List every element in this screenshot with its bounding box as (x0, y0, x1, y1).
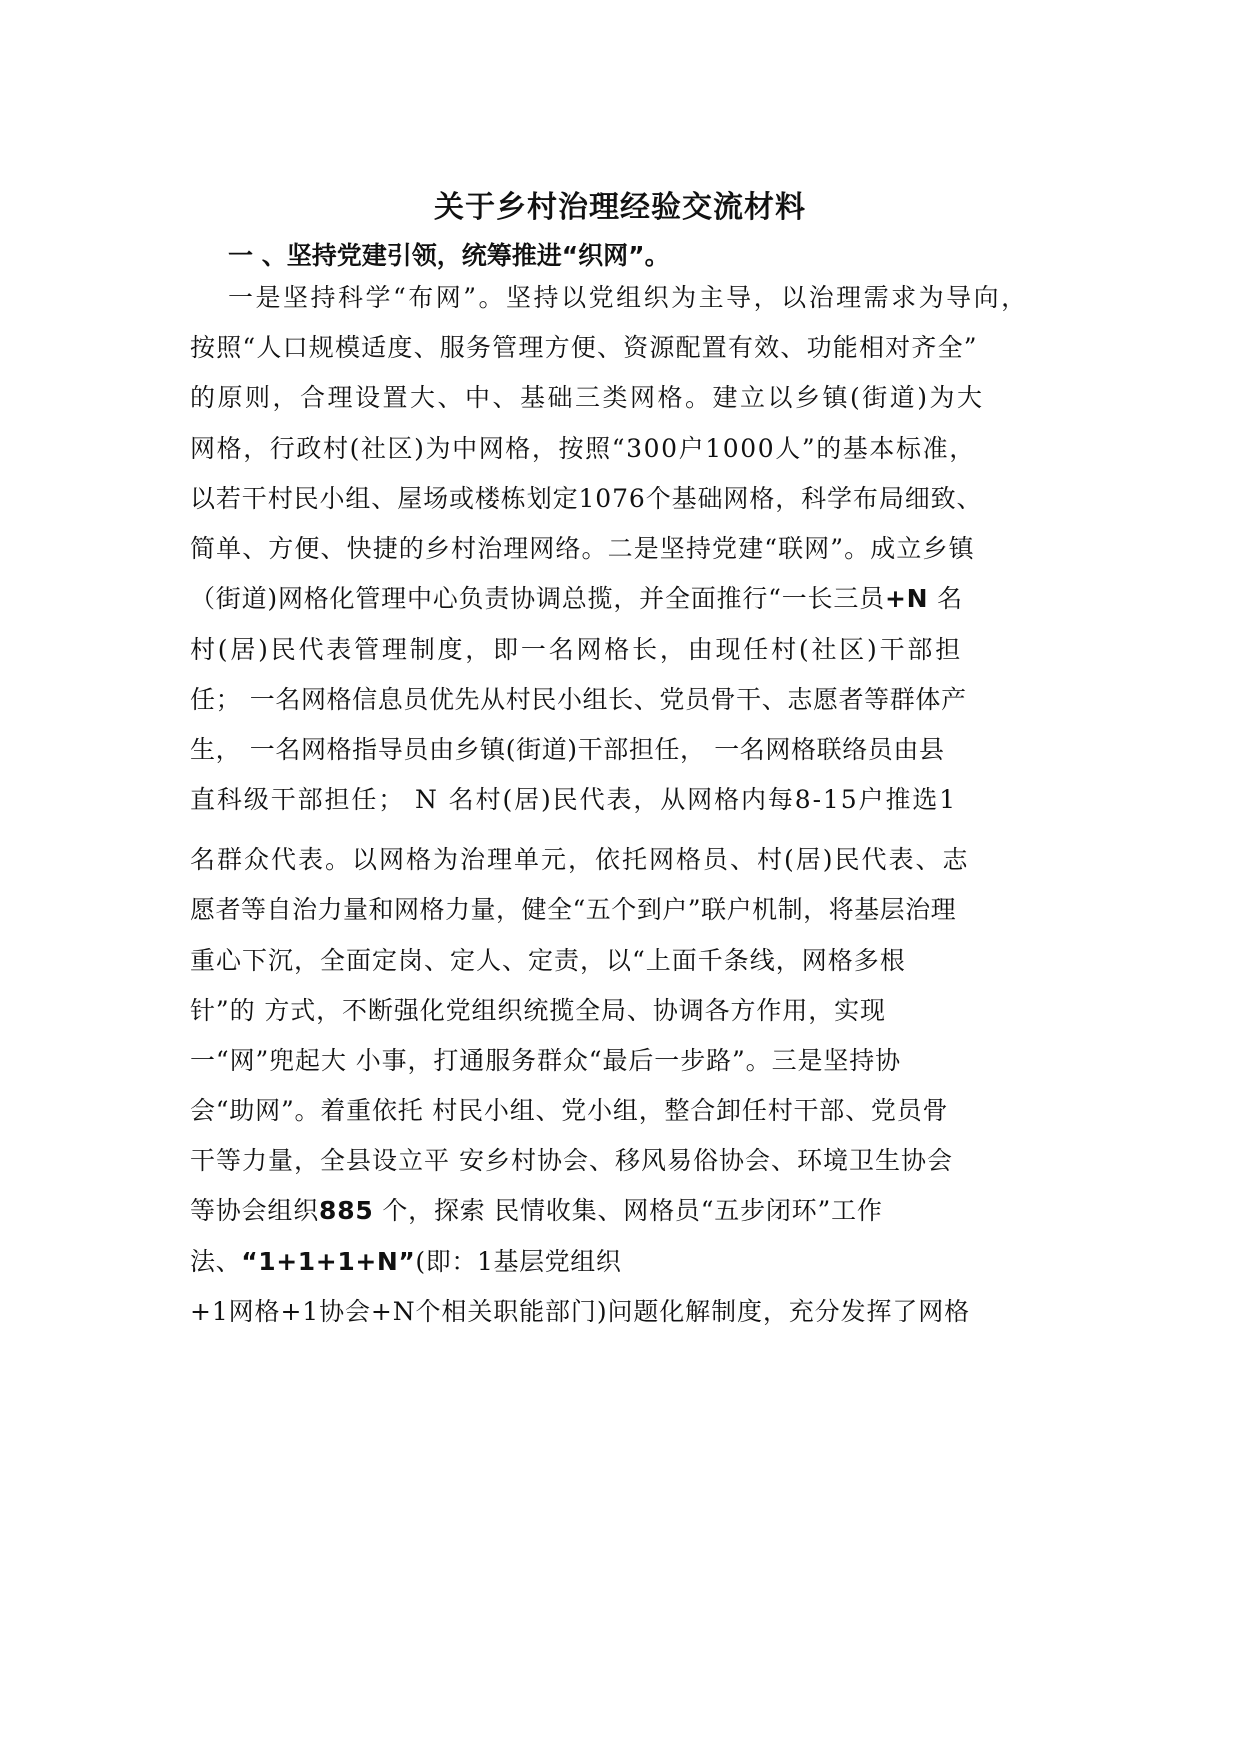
paragraph-line: 生， 一名网格指导员由乡镇(街道)干部担任， 一名网格联络员由县 (190, 735, 945, 764)
section-heading: 一 、坚持党建引领，统筹推进“织网”。 (228, 241, 670, 270)
paragraph-line: 按照“人口规模适度、服务管理方便、资源配置有效、功能相对齐全” (190, 333, 978, 362)
paragraph-line: 愿者等自治力量和网格力量，健全“五个到户”联户机制，将基层治理 (190, 895, 957, 924)
line-text: 名 (928, 584, 963, 613)
paragraph-line: +1网格+1协会+N个相关职能部门)问题化解制度，充分发挥了网格 (190, 1297, 971, 1326)
line-emphasis: +N (884, 584, 929, 613)
paragraph-line: 重心下沉，全面定岗、定人、定责，以“上面千条线，网格多根 (190, 946, 906, 975)
paragraph-line: 直科级干部担任； N 名村(居)民代表，从网格内每8-15户推选1 (190, 785, 958, 814)
paragraph-line: 网格，行政村(社区)为中网格，按照“300户1000人”的基本标准， (190, 434, 976, 463)
paragraph-line: 村(居)民代表管理制度，即一名网格长，由现任村(社区)干部担 (190, 635, 964, 664)
paragraph-line (190, 1193, 883, 1229)
paragraph-line: 针”的 方式，不断强化党组织统揽全局、协调各方作用，实现 (190, 996, 886, 1025)
paragraph-line (190, 1244, 621, 1280)
line-text: 等协会组织 (190, 1196, 320, 1225)
line-text: 法、 (190, 1247, 242, 1276)
paragraph-line: 的原则，合理设置大、中、基础三类网格。建立以乡镇(街道)为大 (190, 383, 985, 412)
line-emphasis: 885 (319, 1196, 374, 1225)
paragraph-line: 简单、方便、快捷的乡村治理网络。二是坚持党建“联网”。成立乡镇 (190, 534, 975, 563)
document-title: 关于乡村治理经验交流材料 (434, 190, 806, 225)
line-text: (即：1基层党组织 (415, 1247, 622, 1276)
paragraph-line: 任； 一名网格信息员优先从村民小组长、党员骨干、志愿者等群体产 (190, 685, 967, 714)
paragraph-line: 干等力量，全县设立平 安乡村协会、移风易俗协会、环境卫生协会 (190, 1146, 953, 1175)
paragraph-line: 以若干村民小组、屋场或楼栋划定1076个基础网格，科学布局细致、 (190, 484, 983, 513)
paragraph-line: 一“网”兜起大 小事，打通服务群众“最后一步路”。三是坚持协 (190, 1046, 902, 1075)
paragraph-line: 会“助网”。着重依托 村民小组、党小组，整合卸任村干部、党员骨 (190, 1096, 949, 1125)
line-text: （街道)网格化管理中心负责协调总揽，并全面推行“一长三员 (190, 584, 885, 613)
paragraph-line: 一是坚持科学“布网”。坚持以党组织为主导，以治理需求为导向， (228, 283, 1029, 312)
paragraph-line: 名群众代表。以网格为治理单元，依托网格员、村(居)民代表、志 (190, 845, 970, 874)
paragraph-line (190, 581, 963, 617)
line-text: 个，探索 民情收集、网格员“五步闭环”工作 (373, 1196, 883, 1225)
line-emphasis: “1+1+1+N” (241, 1247, 416, 1276)
